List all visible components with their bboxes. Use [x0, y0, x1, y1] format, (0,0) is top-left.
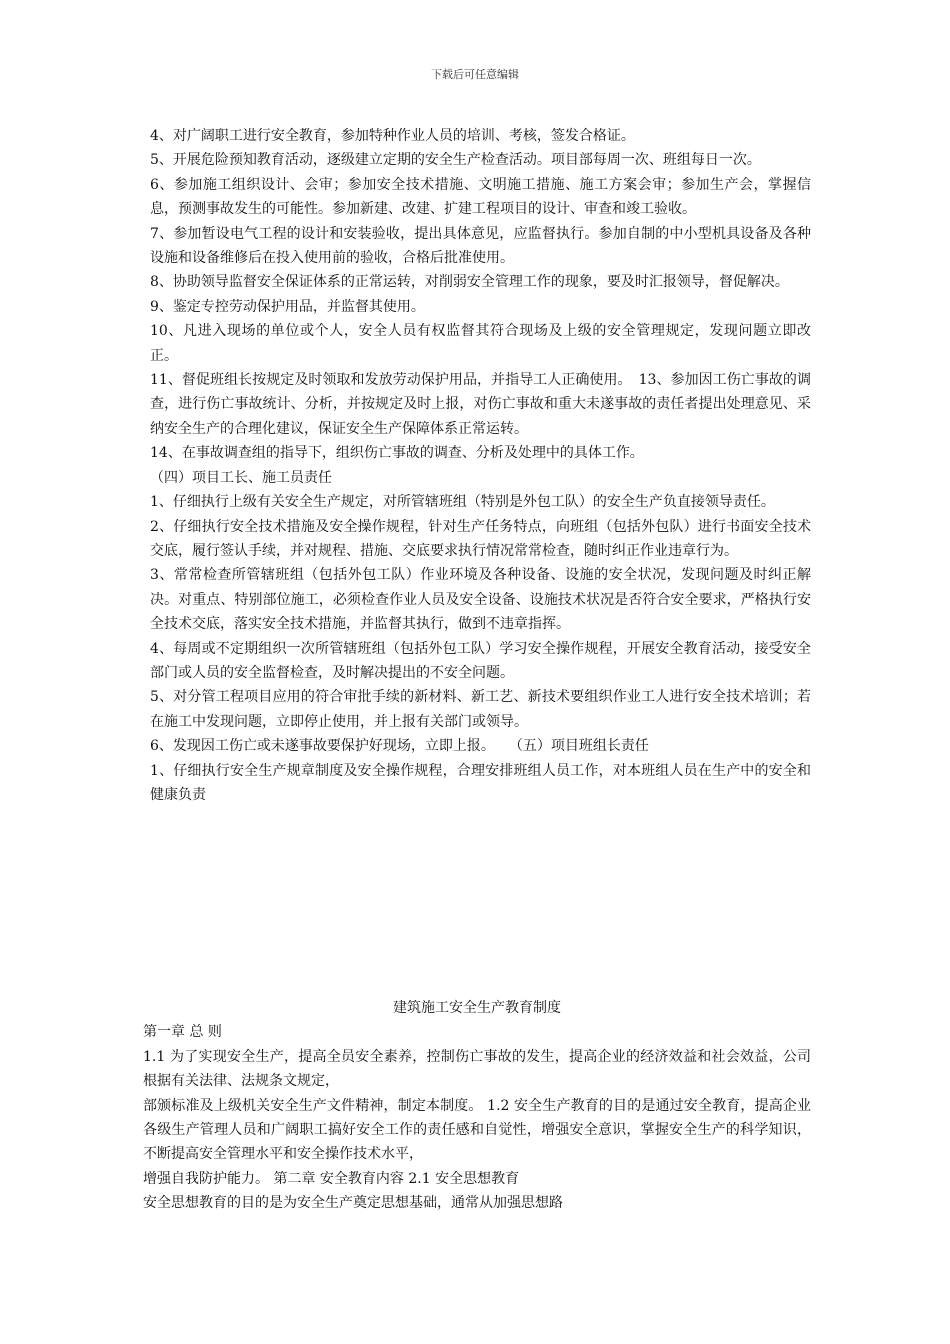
paragraph: 5、开展危险预知教育活动，逐级建立定期的安全生产检查活动。项目部每周一次、班组每日一次。	[150, 152, 761, 169]
paragraph: 3、常常检查所管辖班组（包括外包工队）作业环境及各种设备、设施的安全状况，发现问题及时纠正解决。对重点、特别部位施工，必须检查作业人员及安全设备、设施技术状况是否符合安全要求，严格执行安全技术交底，落实安全技术措施，并监督其执行，做到不违章指挥。	[150, 567, 811, 633]
paragraph: 6、参加施工组织设计、会审；参加安全技术措施、文明施工措施、施工方案会审；参加生产会，掌握信息，预测事故发生的可能性。参加新建、改建、扩建工程项目的设计、审查和竣工验收。	[150, 176, 811, 218]
document-title: 建筑施工安全生产教育制度	[393, 1000, 561, 1016]
paragraph: 9、鉴定专控劳动保护用品，并监督其使用。	[150, 298, 425, 315]
paragraph: 11、督促班组长按规定及时领取和发放劳动保护用品，并指导工人正确使用。 13、参加因工伤亡事故的调查，进行伤亡事故统计、分析，并按规定及时上报，对伤亡事故和重大未遂事故的责任者提出处理意见、采纳安全生产的合理化建议，保证安全生产保障体系正常运转。	[150, 372, 811, 437]
paragraph: 10、凡进入现场的单位或个人，安全人员有权监督其符合现场及上级的安全管理规定，发现问题立即改正。	[150, 323, 811, 364]
paragraph: 1、仔细执行安全生产规章制度及安全操作规程，合理安排班组人员工作，对本班组人员在生产中的安全和健康负责	[150, 762, 811, 803]
page-header: 下载后可任意编辑	[431, 68, 519, 81]
subsection-heading: （四）项目工长、施工员责任	[150, 469, 332, 486]
paragraph: 6、发现因工伤亡或未遂事故要保护好现场，立即上报。 （五）项目班组长责任	[150, 738, 649, 755]
paragraph: 1、仔细执行上级有关安全生产规定，对所管辖班组（特别是外包工队）的安全生产负直接领导责任。	[150, 494, 775, 511]
chapter-heading: 第一章 总 则	[143, 1024, 222, 1041]
paragraph: 安全思想教育的目的是为安全生产奠定思想基础，通常从加强思想路	[143, 1195, 563, 1212]
paragraph: 8、协助领导监督安全保证体系的正常运转，对削弱安全管理工作的现象，要及时汇报领导，督促解决。	[150, 274, 789, 291]
paragraph: 5、对分管工程项目应用的符合审批手续的新材料、新工艺、新技术要组织作业工人进行安全技术培训；若在施工中发现问题，立即停止使用，并上报有关部门或领导。	[150, 689, 811, 730]
paragraph: 7、参加暂设电气工程的设计和安装验收，提出具体意见，应监督执行。参加自制的中小型机具设备及各种设施和设备维修后在投入使用前的验收，合格后批准使用。	[150, 225, 811, 267]
section-education-policy	[143, 996, 811, 1216]
paragraph: 1.1 为了实现安全生产，提高全员安全素养，控制伤亡事故的发生，提高企业的经济效益和社会效益，公司根据有关法律、法规条文规定，	[143, 1048, 811, 1090]
paragraph: 4、每周或不定期组织一次所管辖班组（包括外包工队）学习安全操作规程，开展安全教育活动，接受安全部门或人员的安全监督检查，及时解决提出的不安全问题。	[150, 640, 811, 681]
paragraph: 2、仔细执行安全技术措施及安全操作规程，针对生产任务特点，向班组（包括外包队）进行书面安全技术交底，履行签认手续，并对规程、措施、交底要求执行情况常常检查，随时纠正作业违章行为。	[150, 518, 811, 559]
paragraph: 增强自我防护能力。 第二章 安全教育内容 2.1 安全思想教育	[143, 1170, 520, 1187]
paragraph: 14、在事故调查组的指导下，组织伤亡事故的调查、分析及处理中的具体工作。	[150, 445, 644, 462]
paragraph: 部颁标准及上级机关安全生产文件精神，制定本制度。 1.2 安全生产教育的目的是通过安全教育，提高企业各级生产管理人员和广阔职工搞好安全工作的责任感和自觉性，增强安全意识，掌握安全生产的科学知识，不断提高安全管理水平和安全操作技术水平，	[143, 1097, 811, 1163]
paragraph: 4、对广阔职工进行安全教育，参加特种作业人员的培训、考核，签发合格证。	[150, 128, 635, 144]
section-responsibilities	[143, 124, 811, 807]
